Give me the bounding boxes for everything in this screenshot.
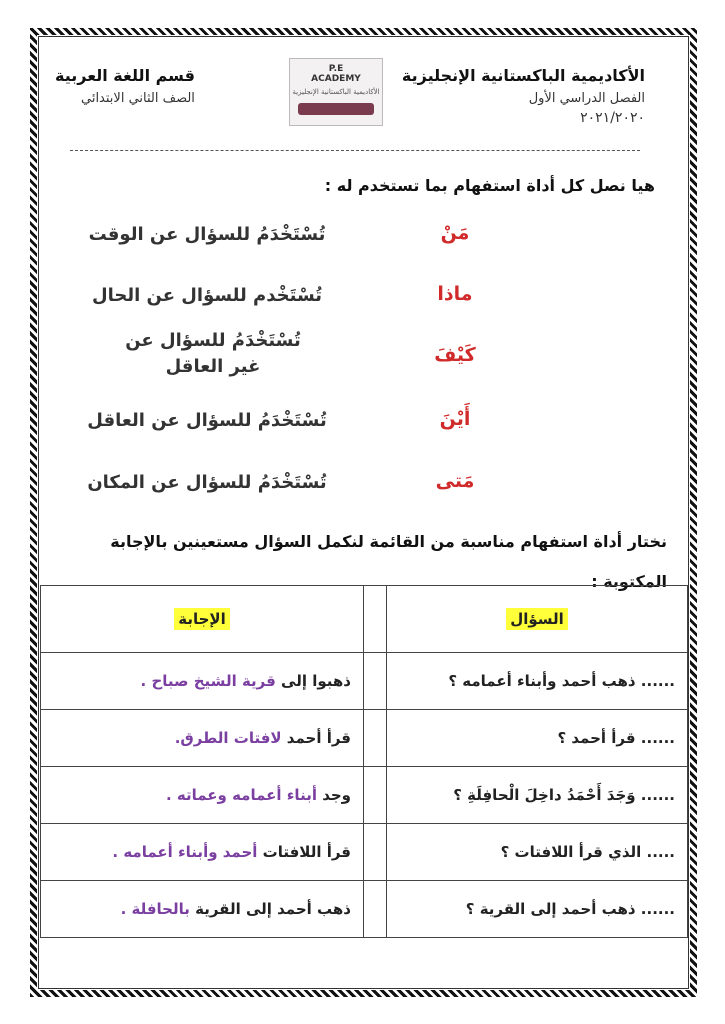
question-cell: ...... قرأ أحمد ؟: [387, 710, 688, 767]
dashed-divider: [70, 150, 640, 151]
question-cell: ...... ذهب أحمد إلى القرية ؟: [387, 881, 688, 938]
tool-ayna: أَيْنَ: [439, 408, 471, 430]
header-answer: الإجابة: [174, 608, 229, 630]
header-dept-block: [55, 66, 195, 106]
use-place: تُسْتَخْدَمُ للسؤال عن المكان: [87, 472, 327, 493]
answer-plain: قرأ اللافتات: [257, 843, 351, 861]
exercise2-instruction: نختار أداة استفهام مناسبة من القائمة لنكمل السؤال مستعينين بالإجابة المكتوبة :: [110, 532, 667, 591]
answer-plain: وجد: [316, 786, 351, 804]
school-year: ٢٠٢١/٢٠٢٠: [580, 110, 645, 126]
use-rational: تُسْتَخْدَمُ للسؤال عن العاقل: [87, 410, 327, 431]
answer-plain: ذهب أحمد إلى القرية: [189, 900, 351, 918]
table-gap: [364, 767, 387, 824]
logo-band: [298, 103, 374, 115]
table-row: [41, 767, 688, 824]
academy-logo: [289, 58, 383, 126]
header-question-cell: [387, 586, 688, 653]
tool-kayfa: كَيْفَ: [434, 344, 476, 366]
answer-highlight: أبناء أعمامه وعماته .: [165, 786, 317, 804]
table-row: [41, 881, 688, 938]
answer-plain: قرأ أحمد: [281, 729, 351, 747]
logo-text-1: P.E: [328, 64, 344, 74]
school-name: الأكاديمية الباكستانية الإنجليزية: [401, 66, 645, 85]
tool-mata: مَتى: [435, 470, 475, 492]
table-header-row: [41, 586, 688, 653]
table-gap: [364, 653, 387, 710]
tool-matha: ماذا: [437, 283, 473, 305]
tool-man: مَنْ: [440, 222, 470, 244]
answer-cell: [41, 824, 364, 881]
logo-text-2: ACADEMY: [311, 74, 361, 84]
use-non-rational: تُسْتَخْدَمُ للسؤال عن غير العاقل: [125, 330, 301, 377]
table-row: [41, 710, 688, 767]
table-gap: [364, 586, 387, 653]
answer-highlight: لافتات الطرق.: [174, 729, 282, 747]
grade-level: الصف الثاني الابتدائي: [80, 91, 195, 106]
department-name: قسم اللغة العربية: [55, 66, 195, 85]
table-gap: [364, 710, 387, 767]
table-gap: [364, 824, 387, 881]
answer-cell: [41, 881, 364, 938]
answer-cell: [41, 653, 364, 710]
table-row: [41, 824, 688, 881]
use-time: تُسْتَخْدَمُ للسؤال عن الوقت: [88, 224, 326, 245]
answer-cell: [41, 767, 364, 824]
question-cell: ..... الذي قرأ اللافتات ؟: [387, 824, 688, 881]
table-row: [41, 653, 688, 710]
header-school-block: [402, 66, 645, 126]
table-gap: [364, 881, 387, 938]
question-cell: ...... وَجَدَ أَحْمَدُ داخِلَ الْحافِلَةِ ؟: [387, 767, 688, 824]
header-answer-cell: [41, 586, 364, 653]
use-state: تُسْتَخْدم للسؤال عن الحال: [91, 285, 323, 306]
answer-highlight: أحمد وأبناء أعمامه .: [112, 843, 258, 861]
answer-plain: ذهبوا إلى: [275, 672, 351, 690]
answer-cell: [41, 710, 364, 767]
question-cell: ...... ذهب أحمد وأبناء أعمامه ؟: [387, 653, 688, 710]
qa-table: [40, 585, 688, 938]
answer-highlight: قرية الشيخ صباح .: [140, 672, 276, 690]
answer-highlight: بالحافلة .: [120, 900, 190, 918]
semester: الفصل الدراسي الأول: [528, 91, 645, 106]
exercise1-instruction: هيا نصل كل أداة استفهام بما تستخدم له :: [324, 176, 655, 195]
header-question: السؤال: [506, 608, 568, 630]
logo-arabic: الأكاديمية الباكستانية الإنجليزية: [292, 88, 380, 96]
